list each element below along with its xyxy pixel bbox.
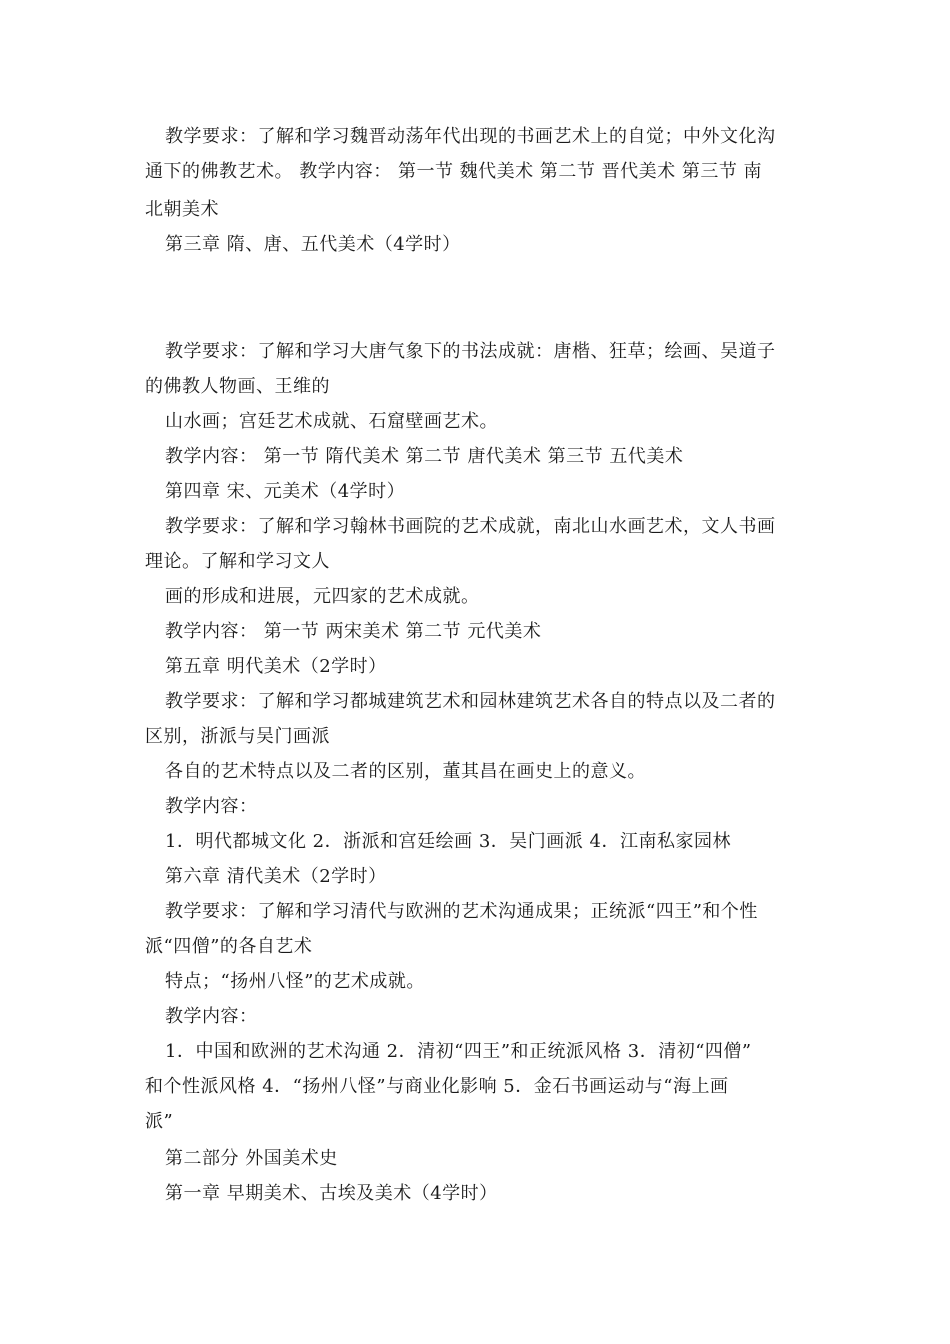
text-line: 教学内容： 第一节 隋代美术 第二节 唐代美术 第三节 五代美术 [165,446,684,467]
text-line: 理论。了解和学习文人 [145,551,330,572]
text-line: 教学要求：了解和学习大唐气象下的书法成就：唐楷、狂草；绘画、吴道子 [165,341,776,362]
text-line: 和个性派风格 4．“扬州八怪”与商业化影响 5．金石书画运动与“海上画 [145,1076,729,1097]
chapter-heading: 第五章 明代美术（2学时） [165,656,387,677]
text-line: 教学内容： [165,796,258,817]
text-line: 派“四僧”的各自艺术 [145,936,313,957]
text-line: 教学要求：了解和学习翰林书画院的艺术成就，南北山水画艺术，文人书画 [165,516,776,537]
text-line: 特点；“扬州八怪”的艺术成就。 [165,971,425,992]
text-line: 的佛教人物画、王维的 [145,376,330,397]
text-line: 1．中国和欧洲的艺术沟通 2．清初“四王”和正统派风格 3．清初“四僧” [165,1041,752,1062]
chapter-heading: 第三章 隋、唐、五代美术（4学时） [165,234,461,255]
text-line: 教学要求：了解和学习清代与欧洲的艺术沟通成果；正统派“四王”和个性 [165,901,758,922]
text-line: 通下的佛教艺术。 教学内容： 第一节 魏代美术 第二节 晋代美术 第三节 南 [145,161,763,182]
text-line: 派” [145,1111,174,1132]
text-line: 1．明代都城文化 2．浙派和宫廷绘画 3．吴门画派 4．江南私家园林 [165,831,731,852]
text-line: 山水画；宫廷艺术成就、石窟壁画艺术。 [165,411,498,432]
chapter-heading: 第一章 早期美术、古埃及美术（4学时） [165,1183,498,1204]
text-line: 教学内容： 第一节 两宋美术 第二节 元代美术 [165,621,542,642]
text-line: 画的形成和进展，元四家的艺术成就。 [165,586,480,607]
text-line: 教学要求：了解和学习魏晋动荡年代出现的书画艺术上的自觉；中外文化沟 [165,126,776,147]
text-line: 区别，浙派与吴门画派 [145,726,330,747]
text-line: 各自的艺术特点以及二者的区别，董其昌在画史上的意义。 [165,761,646,782]
text-line: 北朝美术 [145,199,219,220]
chapter-heading: 第六章 清代美术（2学时） [165,866,387,887]
text-line: 教学内容： [165,1006,258,1027]
text-line: 教学要求：了解和学习都城建筑艺术和园林建筑艺术各自的特点以及二者的 [165,691,776,712]
chapter-heading: 第四章 宋、元美术（4学时） [165,481,406,502]
part-heading: 第二部分 外国美术史 [165,1148,338,1169]
